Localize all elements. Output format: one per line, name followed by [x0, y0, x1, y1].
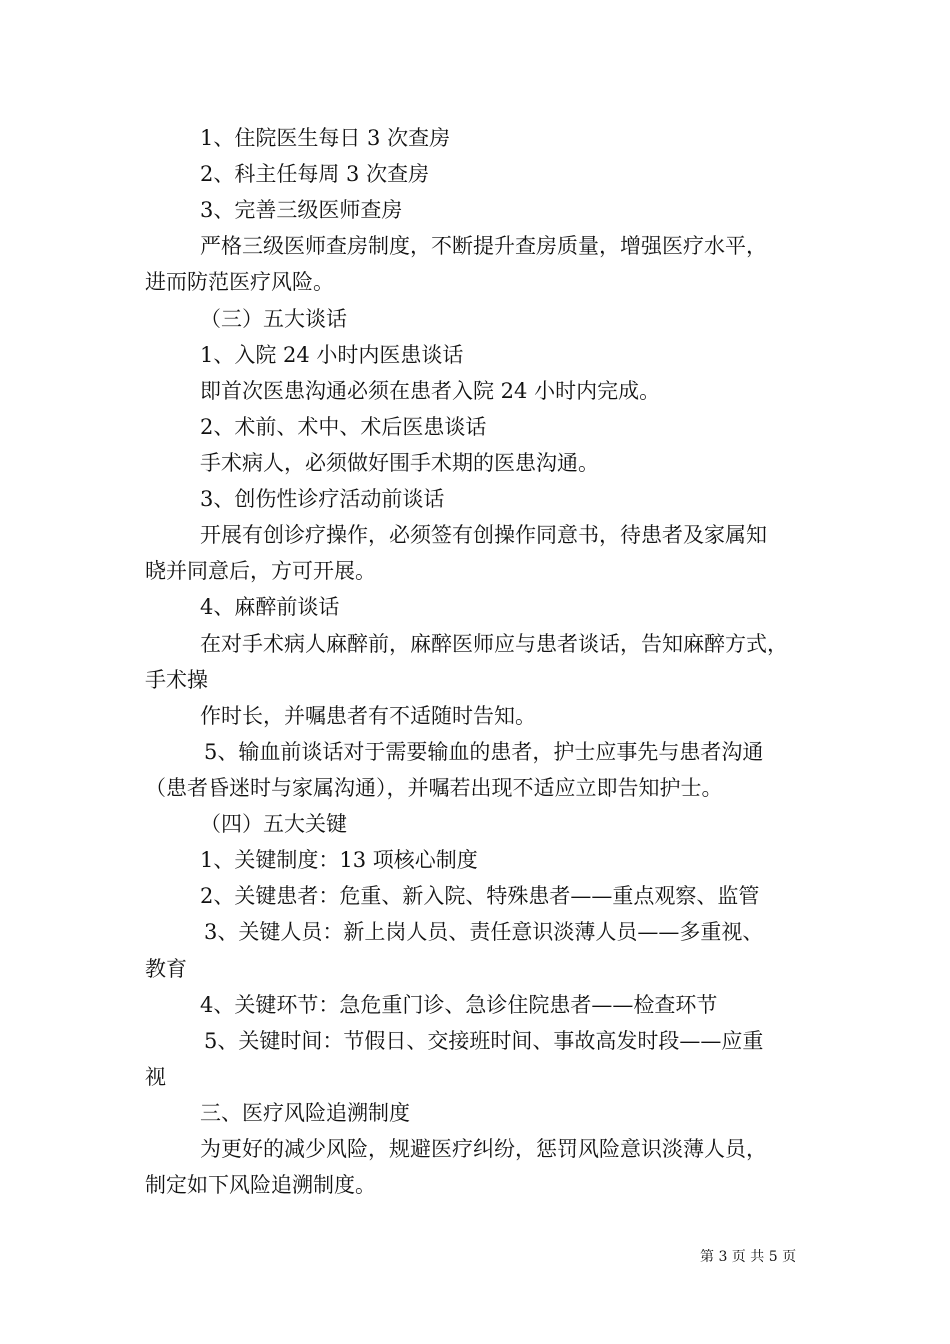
- text-line: 3、创伤性诊疗活动前谈话: [200, 487, 445, 511]
- text-line: 2、术前、术中、术后医患谈话: [200, 415, 487, 439]
- text-line: 教育: [145, 957, 187, 981]
- text-line: 4、麻醉前谈话: [200, 595, 340, 619]
- text-line: 5、关键时间：节假日、交接班时间、事故高发时段——应重: [204, 1029, 764, 1053]
- text-line: 4、关键环节：急危重门诊、急诊住院患者——检查环节: [200, 993, 718, 1017]
- paragraph-line: 为更好的减少风险，规避医疗纠纷，惩罚风险意识淡薄人员，: [200, 1137, 767, 1161]
- text-line: 1、关键制度：13 项核心制度: [200, 848, 478, 872]
- text-line: 3、完善三级医师查房: [200, 198, 403, 222]
- paragraph-line: 在对手术病人麻醉前，麻醉医师应与患者谈话，告知麻醉方式，: [200, 632, 788, 656]
- text-line: 2、科主任每周 3 次查房: [200, 162, 430, 186]
- paragraph-line: 手术操: [145, 668, 208, 692]
- paragraph-line: 手术病人，必须做好围手术期的医患沟通。: [200, 451, 599, 475]
- text-line: 1、住院医生每日 3 次查房: [200, 126, 451, 150]
- paragraph-line: 开展有创诊疗操作，必须签有创操作同意书，待患者及家属知: [200, 523, 767, 547]
- page-number: 第 3 页 共 5 页: [700, 1249, 797, 1265]
- paragraph-line: （患者昏迷时与家属沟通），并嘱若出现不适应立即告知护士。: [145, 776, 723, 800]
- text-line: 视: [145, 1065, 166, 1089]
- paragraph-line: 严格三级医师查房制度，不断提升查房质量，增强医疗水平，: [200, 234, 767, 258]
- section-heading: （四）五大关键: [200, 812, 347, 836]
- text-line: 1、入院 24 小时内医患谈话: [200, 343, 464, 367]
- paragraph-line: 制定如下风险追溯制度。: [145, 1173, 376, 1197]
- section-heading: 三、医疗风险追溯制度: [200, 1101, 410, 1125]
- paragraph-line: 作时长，并嘱患者有不适随时告知。: [200, 704, 536, 728]
- paragraph-line: 即首次医患沟通必须在患者入院 24 小时内完成。: [200, 379, 661, 403]
- section-heading: （三）五大谈话: [200, 307, 347, 331]
- text-line: 3、关键人员：新上岗人员、责任意识淡薄人员——多重视、: [204, 920, 764, 944]
- paragraph-line: 5、输血前谈话对于需要输血的患者，护士应事先与患者沟通: [204, 740, 764, 764]
- text-line: 2、关键患者：危重、新入院、特殊患者——重点观察、监管: [200, 884, 760, 908]
- paragraph-line: 进而防范医疗风险。: [145, 270, 334, 294]
- paragraph-line: 晓并同意后，方可开展。: [145, 559, 376, 583]
